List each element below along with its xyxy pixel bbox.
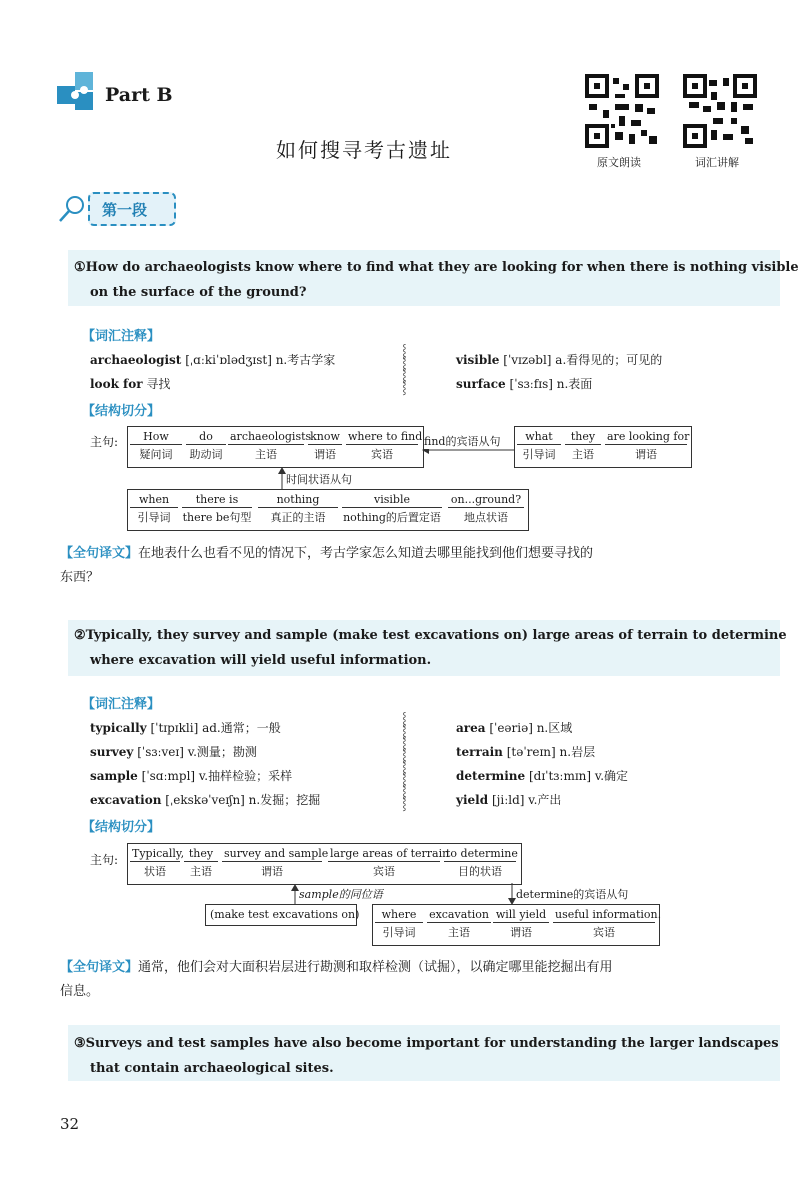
vocab-def: 寻找 — [146, 377, 171, 391]
struct-cell: useful information. 宾语 — [555, 908, 662, 939]
sentence-3-line-1: ③Surveys and test samples have also become important for understanding the larger landscapes — [74, 1036, 779, 1051]
part-header — [55, 70, 255, 120]
vocab-row — [90, 767, 292, 784]
vocab-def: [ˈvɪzəbl] a.看得见的；可见的 — [503, 353, 663, 367]
struct-cell: know 谓语 — [308, 430, 342, 462]
struct-cell: How 疑问词 — [130, 430, 182, 462]
qr-block-2 — [683, 74, 763, 170]
sentence-2-line-2: where excavation will yield useful information. — [90, 653, 432, 668]
vocab-row — [456, 375, 592, 392]
struct-cell: are looking for 谓语 — [607, 430, 690, 461]
vocab-word: terrain — [456, 745, 503, 759]
trans-line-1: 在地表什么也看不见的情况下，考古学家怎么知道去哪里能找到他们想要寻找的 — [138, 546, 594, 561]
sentence-3-line-2: that contain archaeological sites. — [90, 1061, 334, 1076]
section-label-box — [88, 192, 176, 226]
object-clause-box — [514, 426, 692, 468]
vocab-row — [456, 351, 662, 368]
struct-tag-2: 【结构切分】 — [82, 820, 161, 835]
trans-line-2: 信息。 — [60, 984, 100, 999]
arrow-label: determine的宾语从句 — [516, 888, 629, 901]
vocab-row — [456, 743, 595, 760]
main-clause-box — [127, 843, 522, 885]
vocab-word: area — [456, 721, 486, 735]
vocab-row — [90, 791, 320, 808]
qr-code-icon — [683, 74, 757, 148]
qr-code-icon — [585, 74, 659, 148]
vocab-row — [456, 791, 561, 808]
struct-cell: do 助动词 — [186, 430, 226, 462]
qr-label-vocab: 词汇讲解 — [695, 156, 739, 169]
main-clause-label: 主句: — [90, 853, 119, 867]
arrow-label: find的宾语从句 — [424, 435, 501, 448]
vocab-row — [456, 767, 628, 784]
vocab-word: look for — [90, 377, 143, 391]
vocab-row — [90, 743, 257, 760]
vocab-word: survey — [90, 745, 134, 759]
arrow-label: sample的同位语 — [299, 888, 383, 901]
struct-cell: they 主语 — [565, 430, 601, 462]
vocab-word: visible — [456, 353, 500, 367]
section-header — [58, 190, 198, 228]
sentence-1-line-2: on the surface of the ground? — [90, 285, 307, 300]
vocab-word: excavation — [90, 793, 162, 807]
struct-cell: nothing 真正的主语 — [258, 493, 338, 525]
qr-label-reading: 原文朗读 — [597, 156, 641, 169]
struct-cell: on...ground? 地点状语 — [448, 493, 524, 525]
struct-cell: when 引导词 — [130, 493, 178, 525]
appositive-text: (make test excavations on) — [210, 908, 360, 921]
main-clause-label: 主句: — [90, 435, 119, 449]
arrow-label: 时间状语从句 — [286, 473, 352, 486]
vocab-def: [ˌekskəˈveɪʃn] n.发掘；挖掘 — [165, 793, 321, 807]
struct-cell: they 主语 — [184, 847, 218, 879]
qr-block-1 — [585, 74, 665, 170]
part-label: Part B — [105, 84, 173, 106]
translation-2 — [60, 956, 770, 1004]
struct-cell: where 引导词 — [375, 908, 423, 940]
page-title: 如何搜寻考古遗址 — [276, 138, 452, 162]
magnifier-icon — [58, 194, 86, 224]
sentence-1-line-1: ①How do archaeologists know where to find what they are looking for when there is nothing visible — [74, 260, 799, 275]
struct-cell: to determine 目的状语 — [446, 847, 518, 878]
vocab-def: [jiːld] v.产出 — [491, 793, 562, 807]
vocab-def: [ˈsɑːmpl] v.抽样检验；采样 — [141, 769, 293, 783]
page-number: 32 — [60, 1115, 80, 1133]
object-clause-box — [372, 904, 660, 946]
vocab-def: [ˈsɜːfɪs] n.表面 — [509, 377, 593, 391]
vocab-def: [ˈtɪpɪkli] ad.通常；一般 — [150, 721, 281, 735]
struct-cell: will yield 谓语 — [493, 908, 549, 940]
appositive-box — [205, 904, 360, 926]
vocab-row — [90, 719, 281, 736]
sentence-2-line-1: ②Typically, they survey and sample (make test excavations on) large areas of terrain to determine — [74, 628, 787, 643]
vocab-word: yield — [456, 793, 489, 807]
trans-tag: 【全句译文】 — [60, 546, 139, 561]
struct-cell: survey and sample 谓语 — [224, 847, 329, 878]
vocab-def: [ˈsɜːveɪ] v.测量；勘测 — [137, 745, 257, 759]
vocab-word: typically — [90, 721, 147, 735]
struct-cell: where to find 宾语 — [348, 430, 423, 461]
vocab-row — [456, 719, 572, 736]
struct-cell: what 引导词 — [517, 430, 561, 462]
trans-tag: 【全句译文】 — [60, 960, 139, 975]
trans-line-1: 通常，他们会对大面积岩层进行勘测和取样检测（试掘），以确定哪里能挖掘出有用 — [138, 960, 613, 975]
vocab-tag-2: 【词汇注释】 — [82, 697, 161, 712]
vocab-def: [ˈeəriə] n.区域 — [489, 721, 573, 735]
struct-cell: Typically, 状语 — [132, 847, 185, 878]
vocab-def: [dɪˈtɜːmɪn] v.确定 — [528, 769, 629, 783]
vocab-word: determine — [456, 769, 526, 783]
puzzle-icon — [55, 70, 101, 116]
vocab-word: archaeologist — [90, 353, 182, 367]
struct-cell: archaeologists 主语 — [230, 430, 312, 461]
vocab-row — [90, 351, 335, 368]
trans-line-2: 东西？ — [60, 570, 100, 585]
struct-cell: visible nothing的后置定语 — [343, 493, 441, 524]
vocab-divider: ⸾ ⸾ ⸾ ⸾ — [402, 344, 407, 395]
vocab-word: surface — [456, 377, 506, 391]
struct-cell: there is there be句型 — [182, 493, 252, 524]
struct-cell: large areas of terrain 宾语 — [330, 847, 450, 878]
vocab-row — [90, 375, 170, 392]
vocab-tag-1: 【词汇注释】 — [82, 329, 161, 344]
vocab-word: sample — [90, 769, 138, 783]
vocab-divider: ⸾ ⸾ ⸾ ⸾ ⸾ ⸾ ⸾ ⸾ — [402, 712, 407, 811]
main-clause-box — [127, 426, 424, 468]
struct-cell: excavation 主语 — [427, 908, 491, 940]
translation-1 — [60, 542, 760, 590]
vocab-def: [təˈreɪn] n.岩层 — [506, 745, 596, 759]
section-label: 第一段 — [102, 201, 148, 219]
struct-tag-1: 【结构切分】 — [82, 404, 161, 419]
time-clause-box — [127, 489, 529, 531]
vocab-def: [ˌɑːkiˈɒlədʒɪst] n.考古学家 — [185, 353, 336, 367]
